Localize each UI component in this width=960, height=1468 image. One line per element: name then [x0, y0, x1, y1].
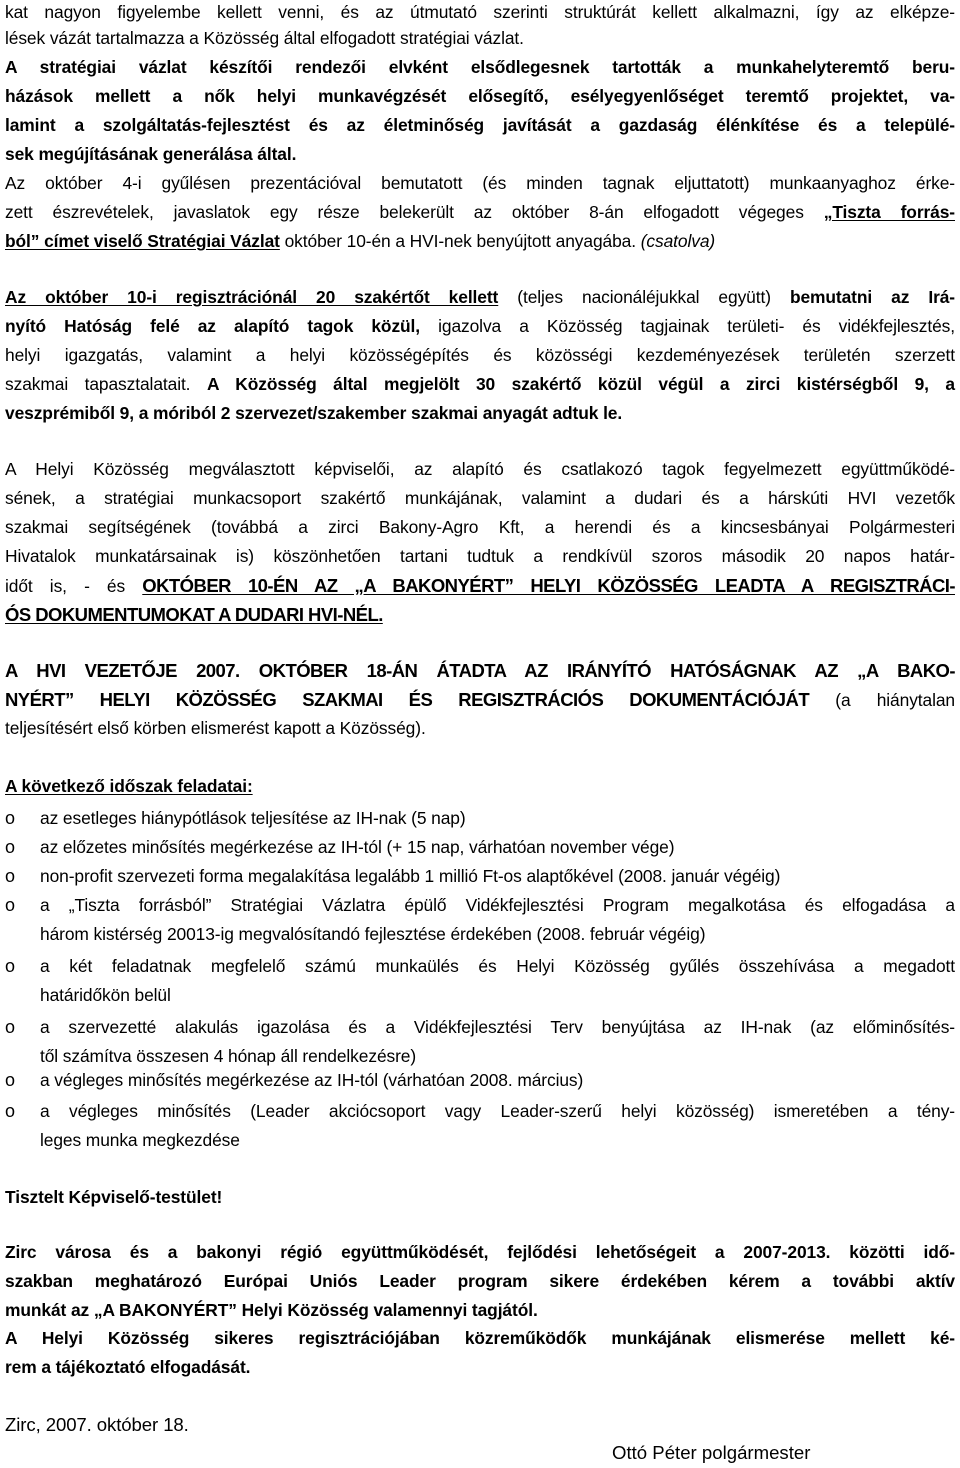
paragraph-line: A HVI VEZETŐJE 2007. OKTÓBER 18-ÁN ÁTADTA AZ IRÁNYÍTÓ HATÓSÁGNAK AZ „A BAKO-	[5, 660, 955, 681]
signature: Ottó Péter polgármester	[612, 1442, 811, 1463]
list-item: a szervezetté alakulás igazolása és a Vidékfejlesztési Terv benyújtása az IH-nak (az előminősítés-	[40, 1017, 955, 1037]
list-item: az előzetes minősítés megérkezése az IH-tól (+ 15 nap, várhatóan november vége)	[40, 837, 675, 857]
list-item: az esetleges hiánypótlások teljesítése az IH-nak (5 nap)	[40, 808, 466, 828]
text-span: zett észrevételek, javaslatok egy része belekerült az október 8-án elfogadott végeges	[5, 202, 804, 222]
paragraph-line: teljesítésért első körben elismerést kapott a Közösség).	[5, 718, 426, 738]
paragraph-line: munkát az „A BAKONYÉRT” Helyi Közösség valamennyi tagjától.	[5, 1300, 538, 1320]
paragraph-line	[5, 283, 955, 312]
text-span: A Közösség által megjelölt 30 szakértő közül végül a zirci kistérségből 9, a	[206, 374, 955, 394]
paragraph-line: rem a tájékoztató elfogadását.	[5, 1357, 251, 1377]
list-item: leges munka megkezdése	[40, 1130, 240, 1150]
list-item: a végleges minősítés (Leader akciócsoport vagy Leader-szerű helyi közösség) ismeretében a tény-	[40, 1101, 955, 1121]
list-bullet: o	[5, 1070, 16, 1090]
document-title-reference: ból” címet viselő Stratégiai Vázlat	[5, 231, 280, 251]
paragraph-line: A Helyi Közösség sikeres regisztrációjában közreműködők munkájának elismerése mellett ké-	[5, 1328, 955, 1348]
list-bullet: o	[5, 808, 16, 828]
paragraph-line: kat nagyon figyelembe kellett venni, és az útmutató szerinti struktúrát kellett alkalmazni, így az elképze-	[5, 2, 955, 22]
list-bullet: o	[5, 895, 16, 915]
document-title-reference: „Tiszta forrás-	[823, 202, 955, 222]
paragraph-line: szakmai segítségének (továbbá a zirci Bakony-Agro Kft, a herendi és a kincsesbányai Polgármesteri	[5, 517, 955, 537]
text-span: igazolva a Közösség tagjainak területi- és vidékfejlesztés,	[438, 316, 955, 336]
list-item: non-profit szervezeti forma megalakítása legalább 1 millió Ft-os alaptőkével (2008. január végéig)	[40, 866, 781, 886]
text-span: nyító Hatóság felé az alapító tagok közül,	[5, 316, 421, 336]
paragraph-line: Zirc városa és a bakonyi régió együttműködését, fejlődési lehetőségeit a 2007-2013. közötti idő-	[5, 1242, 955, 1262]
paragraph-line: házások mellett a nők helyi munkavégzését elősegítő, esélyegyenlőséget teremtő projektet, va-	[5, 86, 955, 106]
list-bullet: o	[5, 837, 16, 857]
paragraph-line: Az október 4-i gyűlésen prezentációval bemutatott (és minden tagnak eljuttatott) munkaanyaghoz érke-	[5, 173, 955, 193]
text-span: időt is, - és	[5, 576, 126, 596]
paragraph-line: szakban meghatározó Európai Uniós Leader program sikere érdekében kérem a további aktív	[5, 1271, 955, 1291]
paragraph-line: helyi igazgatás, valamint a helyi közösségépítés és közösségi kezdeményezések területén szerzett	[5, 345, 955, 365]
list-item: határidőkön belül	[40, 985, 171, 1005]
salutation: Tisztelt Képviselő-testület!	[5, 1187, 223, 1207]
paragraph-line	[5, 227, 955, 256]
list-item: a két feladatnak megfelelő számú munkaülés és Helyi Közösség gyűlés összehívása a megadott	[40, 956, 955, 976]
text-span: Az október 10-i regisztrációnál 20 szakértőt kellett	[5, 287, 499, 307]
paragraph-line	[5, 370, 955, 399]
list-bullet: o	[5, 1017, 16, 1037]
paragraph-line	[5, 312, 955, 341]
text-span: bemutatni az Irá-	[789, 287, 956, 307]
list-bullet: o	[5, 956, 16, 976]
paragraph-line: sek megújításának generálása által.	[5, 144, 297, 164]
paragraph-line	[5, 571, 955, 601]
place-date: Zirc, 2007. október 18.	[5, 1414, 189, 1435]
list-item: a végleges minősítés megérkezése az IH-tól (várhatóan 2008. március)	[40, 1070, 584, 1090]
text-span: OKTÓBER 10-ÉN AZ „A BAKONYÉRT” HELYI KÖZÖSSÉG LEADTA A REGISZTRÁCI-	[142, 575, 955, 596]
attachment-note: (csatolva)	[640, 231, 716, 251]
list-item: a „Tiszta forrásból” Stratégiai Vázlatra épülő Vidékfejlesztési Program megalkotása és elfogadása a	[40, 895, 955, 915]
paragraph-line: veszprémiből 9, a móriból 2 szervezet/szakember szakmai anyagát adtuk le.	[5, 403, 623, 423]
text-span: (a hiánytalan	[835, 690, 956, 710]
text-span: szakmai tapasztalatait.	[5, 374, 191, 394]
paragraph-line: Hivatalok munkatársainak is) köszönhetően tartani tudtuk a rendkívül szoros második 20 napos határ-	[5, 546, 955, 566]
tasks-heading: A következő időszak feladatai:	[5, 776, 253, 796]
text-span: (teljes nacionáléjukkal együtt)	[517, 287, 771, 307]
paragraph-line	[5, 685, 955, 715]
paragraph-line: A Helyi Közösség megválasztott képviselői, az alapító és csatlakozó tagok fegyelmezett együttműködé-	[5, 459, 955, 479]
paragraph-line: A stratégiai vázlat készítői rendezői elvként elsődlegesnek tartották a munkahelyteremtő beru-	[5, 57, 955, 77]
paragraph-line: lések vázát tartalmazza a Közösség által elfogadott stratégiai vázlat.	[5, 28, 524, 48]
paragraph-line: sének, a stratégiai munkacsoport szakértő munkájának, valamint a dudari és a hárskúti HVI vezetők	[5, 488, 955, 508]
paragraph-line: lamint a szolgáltatás-fejlesztést és az életminőség javítását a gazdaság élénkítése és a települé-	[5, 115, 955, 135]
text-span: NYÉRT” HELYI KÖZÖSSÉG SZAKMAI ÉS REGISZTRÁCIÓS DOKUMENTÁCIÓJÁT	[5, 689, 810, 710]
text-span: október 10-én a HVI-nek benyújtott anyagába.	[284, 231, 636, 251]
list-item: től számítva összesen 4 hónap áll rendelkezésre)	[40, 1046, 417, 1066]
list-bullet: o	[5, 866, 16, 886]
paragraph-line	[5, 198, 955, 227]
list-bullet: o	[5, 1101, 16, 1121]
list-item: három kistérség 20013-ig megvalósítandó fejlesztése érdekében (2008. február végéig)	[40, 924, 706, 944]
paragraph-line: ÓS DOKUMENTUMOKAT A DUDARI HVI-NÉL.	[5, 604, 383, 625]
